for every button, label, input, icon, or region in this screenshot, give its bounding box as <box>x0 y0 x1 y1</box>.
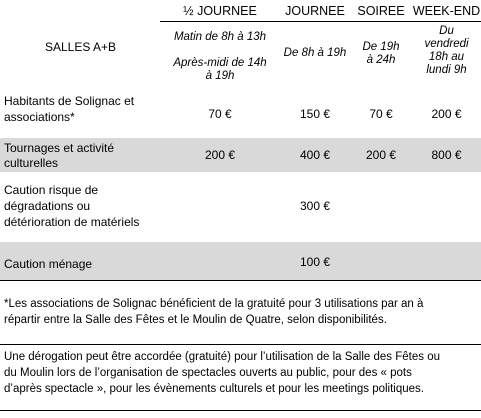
document-bottom-rule <box>0 410 481 411</box>
table-row-tournages <box>0 138 481 172</box>
table-header-row <box>0 0 481 22</box>
price-weekend: 800 € <box>431 148 462 162</box>
row-label-line2: associations* <box>4 110 75 124</box>
note-divider <box>0 344 481 345</box>
note-derogation-line1: Une dérogation peut être accordée (gratuité) pour l’utilisation de la Salle des Fêtes ou <box>4 351 440 363</box>
caution-degradations-amount: 300 € <box>299 199 331 213</box>
price-weekend: 200 € <box>431 107 462 121</box>
header-journee: JOURNEE <box>285 4 345 18</box>
weekend-hours-line4: lundi 9h <box>426 64 467 76</box>
row-label-line1: Caution risque de <box>4 183 99 197</box>
price-demi: 70 € <box>208 107 232 121</box>
row-label-line1: Caution ménage <box>4 257 93 271</box>
caution-menage-amount: 100 € <box>299 255 331 269</box>
row-label-line1: Tournages et activité <box>4 141 115 155</box>
table-row-caution-degradations <box>0 172 481 242</box>
note-associations-line1: *Les associations de Solignac bénéficient de la gratuité pour 3 utilisations par an à <box>4 298 424 310</box>
price-journee: 150 € <box>299 107 331 121</box>
table-bottom-rule <box>0 280 481 281</box>
table-row-habitants <box>0 89 481 138</box>
note-derogation-line3: d’après spectacle », pour les évènements culturels et pour les meetings politiques. <box>4 383 424 395</box>
weekend-hours-line1: Du <box>439 25 454 37</box>
row-label-line2: culturelles <box>4 156 59 170</box>
table-subheader-row <box>0 22 481 88</box>
note-associations <box>4 296 478 328</box>
weekend-hours-line3: 18h au <box>428 51 465 63</box>
salles-label: SALLES A+B <box>45 40 117 54</box>
soiree-hours-line2: à 24h <box>366 54 396 66</box>
weekend-hours-line2: vendredi <box>424 38 469 50</box>
note-associations-line2: répartir entre la Salle des Fêtes et le Moulin de Quatre, selon disponibilités. <box>4 314 387 326</box>
journee-hours: De 8h à 19h <box>283 47 347 59</box>
row-label-line3: détérioration de matériels <box>4 215 140 229</box>
row-label-line2: dégradations ou <box>4 199 91 213</box>
header-soiree: SOIREE <box>357 4 405 18</box>
soiree-hours-line1: De 19h <box>362 41 400 53</box>
header-week-end: WEEK-END <box>412 4 481 18</box>
price-demi: 200 € <box>204 148 236 162</box>
price-soiree: 200 € <box>365 148 397 162</box>
demi-aprem-hours-line2: à 19h <box>205 70 235 82</box>
demi-aprem-hours-line1: Après-midi de 14h <box>173 57 267 69</box>
note-derogation <box>4 349 478 397</box>
price-journee: 400 € <box>299 148 331 162</box>
demi-matin-hours: Matin de 8h à 13h <box>173 31 267 43</box>
header-demi-journee: ½ JOURNEE <box>183 4 257 18</box>
note-derogation-line2: du Moulin lors de l’organisation de spectacles ouverts au public, pour des « pots <box>4 367 412 379</box>
row-label-line1: Habitants de Solignac et <box>4 94 135 108</box>
table-row-caution-menage <box>0 242 481 280</box>
price-soiree: 70 € <box>369 107 393 121</box>
